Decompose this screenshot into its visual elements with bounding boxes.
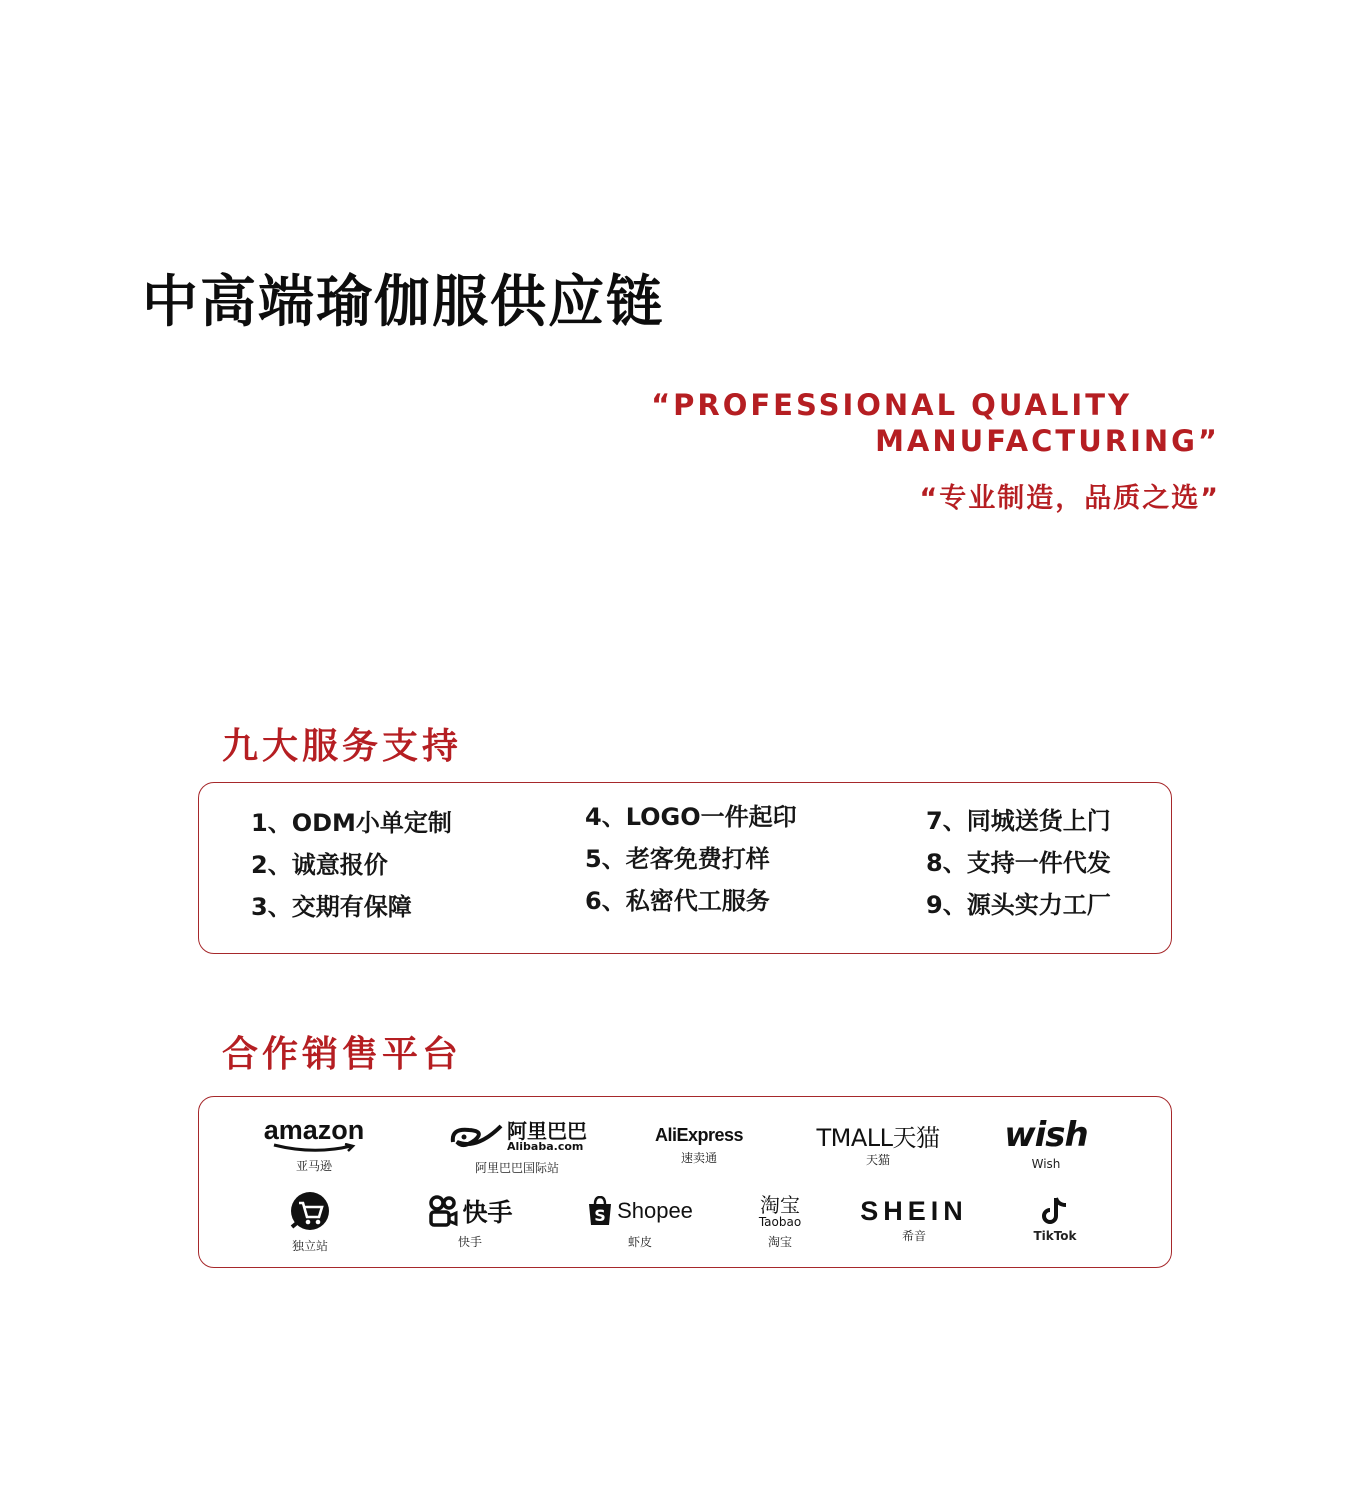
service-item: 5、老客免费打样 bbox=[585, 845, 770, 873]
shopee-bag-icon bbox=[587, 1196, 613, 1226]
slogan-chinese: “专业制造，品质之选” bbox=[919, 483, 1220, 514]
platform-tmall bbox=[803, 1115, 953, 1168]
tmall-logo: TMALL天猫 bbox=[816, 1123, 940, 1152]
platform-kuaishou bbox=[395, 1191, 545, 1250]
shopping-cart-icon bbox=[287, 1189, 333, 1235]
amazon-smile-icon bbox=[269, 1143, 359, 1153]
kuaishou-logo: 快手 bbox=[427, 1191, 512, 1231]
service-item: 1、ODM小单定制 bbox=[251, 809, 452, 837]
platform-caption: 淘宝 bbox=[767, 1235, 792, 1249]
platform-tiktok bbox=[980, 1191, 1130, 1243]
service-item: 3、交期有保障 bbox=[251, 893, 412, 921]
platform-caption: 快手 bbox=[457, 1235, 482, 1249]
alibaba-swoosh-icon bbox=[447, 1120, 505, 1154]
platforms-section-title: 合作销售平台 bbox=[222, 1033, 463, 1075]
slogan-english-line-2: MANUFACTURING” bbox=[875, 424, 1220, 458]
svg-text:S: S bbox=[594, 1206, 606, 1225]
platform-caption: 独立站 bbox=[291, 1239, 328, 1253]
platform-caption: TikTok bbox=[1033, 1229, 1077, 1243]
platform-caption: 亚马逊 bbox=[295, 1159, 332, 1173]
platform-caption: 虾皮 bbox=[627, 1235, 652, 1249]
kuaishou-camera-icon bbox=[427, 1194, 459, 1228]
page-title: 中高端瑜伽服供应链 bbox=[142, 270, 664, 335]
aliexpress-logo: AliExpress bbox=[654, 1124, 744, 1145]
platform-caption: 天猫 bbox=[865, 1153, 890, 1167]
services-column-1 bbox=[251, 809, 452, 922]
services-box bbox=[198, 782, 1172, 954]
service-item: 2、诚意报价 bbox=[251, 851, 388, 879]
service-item: 6、私密代工服务 bbox=[585, 887, 770, 915]
platform-taobao bbox=[705, 1191, 855, 1250]
shopee-logo: S Shopee bbox=[587, 1191, 693, 1231]
alibaba-logo: 阿里巴巴 Alibaba.com bbox=[447, 1117, 587, 1157]
service-item: 8、支持一件代发 bbox=[926, 849, 1111, 877]
services-column-2 bbox=[585, 803, 797, 916]
shein-logo: SHEIN bbox=[860, 1195, 968, 1226]
service-item: 4、LOGO一件起印 bbox=[585, 803, 797, 831]
service-item: 9、源头实力工厂 bbox=[926, 891, 1111, 919]
wish-logo: wish bbox=[1004, 1115, 1088, 1155]
platforms-box bbox=[198, 1096, 1172, 1268]
platform-caption: Wish bbox=[1031, 1157, 1061, 1171]
platform-shopee bbox=[565, 1191, 715, 1250]
service-item: 7、同城送货上门 bbox=[926, 807, 1111, 835]
platform-caption: 阿里巴巴国际站 bbox=[474, 1161, 559, 1175]
services-column-3 bbox=[926, 807, 1111, 920]
platform-caption: 希音 bbox=[901, 1229, 926, 1243]
platform-alibaba bbox=[437, 1117, 597, 1176]
tiktok-note-icon bbox=[1041, 1191, 1069, 1231]
services-section-title: 九大服务支持 bbox=[222, 725, 463, 767]
platform-aliexpress bbox=[624, 1115, 774, 1166]
slogan-english-line-1: “PROFESSIONAL QUALITY bbox=[651, 388, 1132, 422]
platform-amazon bbox=[239, 1115, 389, 1174]
taobao-logo: 淘宝 Taobao bbox=[758, 1192, 802, 1229]
platform-independent-site bbox=[235, 1189, 385, 1254]
platform-wish bbox=[971, 1115, 1121, 1171]
amazon-logo: amazon bbox=[264, 1115, 365, 1155]
platform-caption: 速卖通 bbox=[680, 1151, 717, 1165]
platform-shein bbox=[839, 1191, 989, 1244]
